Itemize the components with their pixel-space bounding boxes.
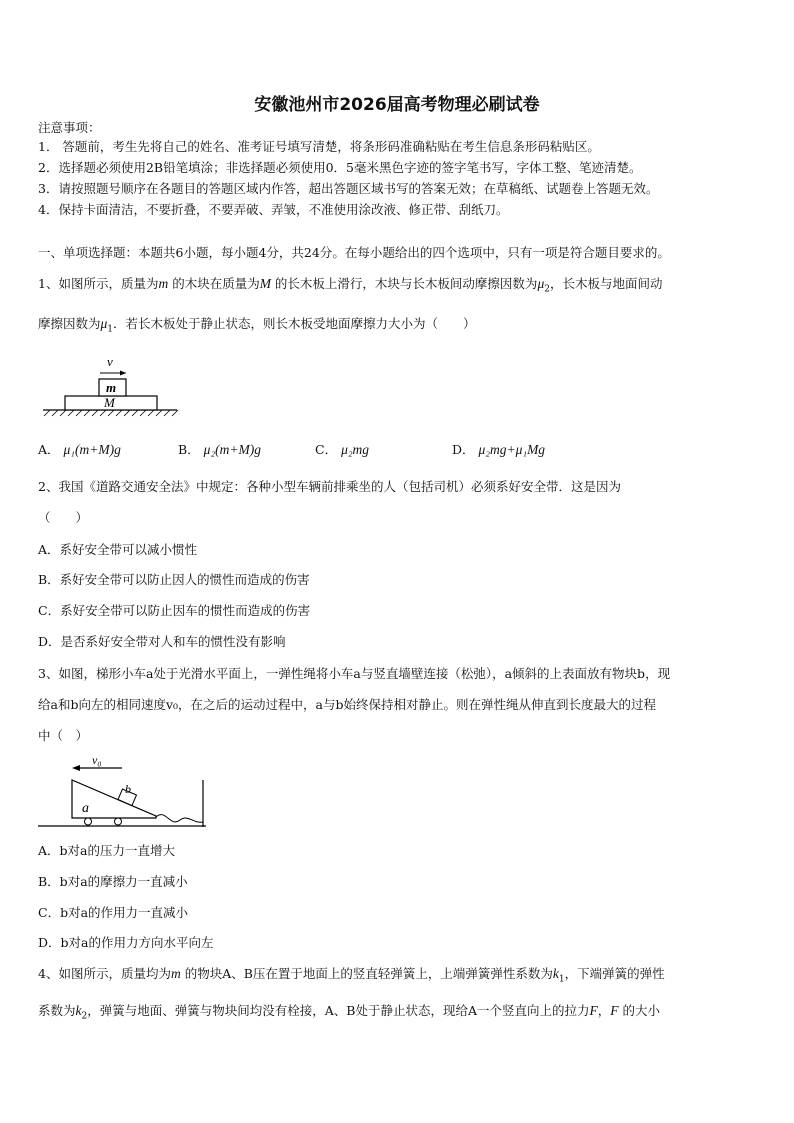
q2-paren: （ ） — [38, 510, 89, 525]
q1-stem-line1: 1、如图所示，质量为m 的木块在质量为M 的长木板上滑行，木块与长木板间动摩擦因数为$\mu_2$，长木板与地面间动 — [38, 276, 663, 295]
exam-title: 安徽池州市2026届高考物理必刷试卷 — [254, 95, 540, 115]
q3-option-c: C．b对a的作用力一直减小 — [38, 905, 189, 920]
a-label: a — [82, 801, 89, 816]
q4-stem-line2: 系数为$k_2$，弹簧与地面、弹簧与物块间均没有栓接，A、B处于静止状态，现给A一个竖直向上的拉力F，F 的大小 — [38, 1003, 660, 1022]
q2-option-b: B．系好安全带可以防止因人的惯性而造成的伤害 — [38, 572, 310, 587]
q3-option-d: D．b对a的作用力方向水平向左 — [38, 935, 214, 950]
ground-hatch — [43, 410, 178, 416]
q3-figure — [38, 750, 210, 832]
q2-option-d: D．是否系好安全带对人和车的惯性没有影响 — [38, 634, 286, 649]
wheel — [85, 818, 92, 825]
M-label: M — [104, 395, 115, 410]
notice-heading: 注意事项： — [38, 120, 101, 135]
m-label: m — [106, 380, 117, 395]
q2-option-a: A．系好安全带可以减小惯性 — [38, 542, 198, 557]
q1-figure — [40, 352, 180, 420]
notice-item: 1． 答题前，考生先将自己的姓名、准考证号填写清楚，将条形码准确粘贴在考生信息条形码粘贴区。 — [38, 139, 600, 154]
q1-option-a: A． μ₁(m+M)g — [38, 442, 121, 457]
elastic-cord — [156, 815, 203, 823]
notice-item: 3．请按照题号顺序在各题目的答题区域内作答，超出答题区域书写的答案无效；在草稿纸、试题卷上答题无效。 — [38, 181, 659, 196]
q3-stem-line1: 3、如图，梯形小车a处于光滑水平面上，一弹性绳将小车a与竖直墙壁连接（松弛），a倾斜的上表面放有物块b，现 — [38, 666, 671, 681]
q2-stem: 2、我国《道路交通安全法》中规定：各种小型车辆前排乘坐的人（包括司机）必须系好安全带．这是因为 — [38, 479, 621, 494]
wheel — [115, 818, 122, 825]
q3-option-a: A．b对a的压力一直增大 — [38, 843, 175, 858]
q4-stem-line1: 4、如图所示，质量均为m 的物块A、B压在置于地面上的竖直轻弹簧上，上端弹簧弹性系数为$k_1$，下端弹簧的弹性 — [38, 966, 665, 985]
notice-item: 2．选择题必须使用2B铅笔填涂；非选择题必须使用0．5毫米黑色字迹的签字笔书写，字体工整、笔迹清楚。 — [38, 160, 642, 175]
q3-stem-line3: 中（ ） — [38, 728, 89, 743]
b-label: b — [125, 782, 131, 796]
q1-option-b: B． μ₂(m+M)g — [178, 442, 261, 457]
q2-option-c: C．系好安全带可以防止因车的惯性而造成的伤害 — [38, 603, 311, 618]
notice-item: 4．保持卡面清洁，不要折叠，不要弄破、弄皱，不准使用涂改液、修正带、刮纸刀。 — [38, 202, 509, 217]
q1-stem-line2: 摩擦因数为$\mu_1$．若长木板处于静止状态，则长木板受地面摩擦力大小为（ ） — [38, 316, 476, 335]
v-label: v — [107, 354, 113, 369]
q3-option-b: B．b对a的摩擦力一直减小 — [38, 874, 188, 889]
q1-option-c: C． μ₂mg — [315, 442, 370, 457]
section-heading: 一、单项选择题：本题共6小题，每小题4分，共24分。在每小题给出的四个选项中，只有一项是符合题目要求的。 — [38, 245, 670, 260]
q3-stem-line2: 给a和b向左的相同速度v₀，在之后的运动过程中，a与b始终保持相对静止。则在弹性绳从伸直到长度最大的过程 — [38, 697, 656, 712]
q1-option-d: D． μ₂mg+μ₁Mg — [452, 442, 546, 457]
v0-label: v₀ — [92, 753, 102, 767]
